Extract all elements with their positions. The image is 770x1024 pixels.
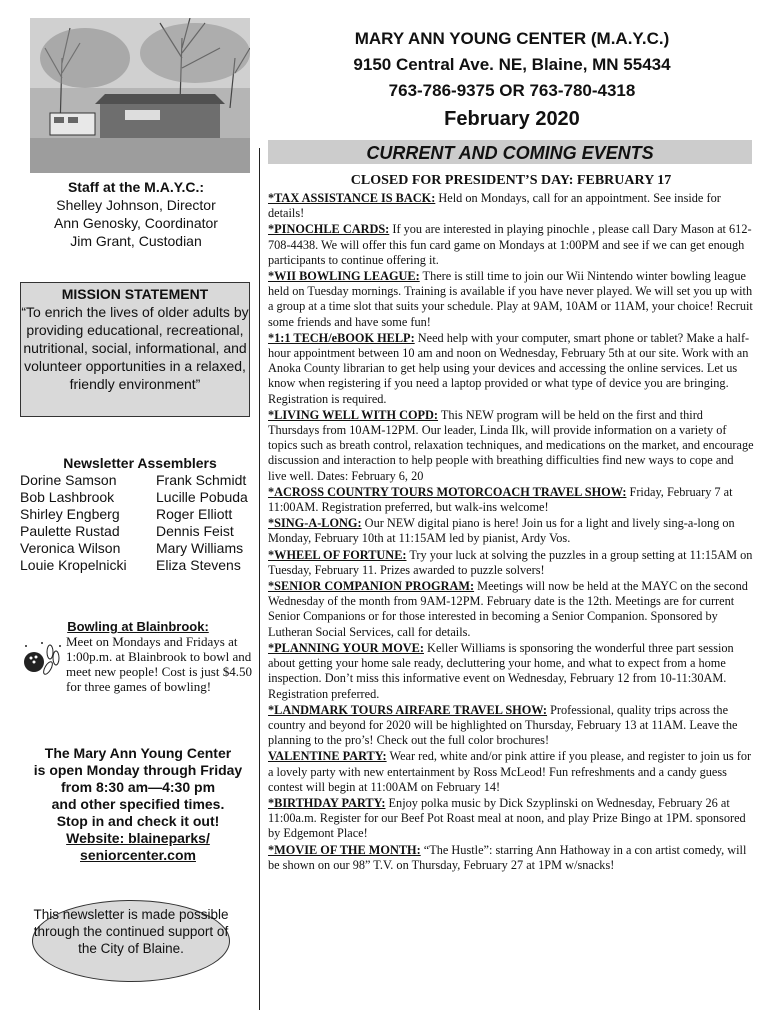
column-divider [259,148,260,1010]
staff-line: Shelley Johnson, Director [56,197,216,213]
assembler-name: Frank Schmidt [156,472,247,488]
event-text: “The Hustle”: starring Ann Hathoway in a con artist comedy, will be shown on our 98” T.V. on Thursday, February 27 at 1PM w/snacks! [268,842,747,872]
assembler-row [20,472,260,489]
event-heading: VALENTINE PARTY: [268,749,387,764]
masthead [268,26,756,134]
event-item [268,222,754,268]
assembler-name: Shirley Engberg [20,506,120,522]
assembler-name: Eliza Stevens [156,557,241,573]
event-text: Wear red, white and/or pink attire if you please, and register to join us for a lovely party with new entertainment by Ross McLeod! Fun refreshments and a candy guess contest will begin at 11:00AM on February 14! [268,749,752,794]
event-item [268,516,754,546]
center-address: 9150 Central Ave. NE, Blaine, MN 55434 [353,55,671,74]
assembler-row [20,557,260,574]
hours-line: and other specified times. [51,796,225,812]
bowling-title: Bowling at Blainbrook: [67,619,209,634]
hours-line: The Mary Ann Young Center [44,745,232,761]
event-heading: *PLANNING YOUR MOVE: [268,640,424,655]
assembler-name: Dorine Samson [20,472,117,488]
bowling-section [20,619,256,694]
assembler-name: Roger Elliott [156,506,233,522]
event-item [268,641,754,702]
assemblers-title: Newsletter Assemblers [63,455,217,471]
assemblers-section [20,455,260,574]
event-heading: *1:1 TECH/eBOOK HELP: [268,330,415,345]
staff-line: Ann Genosky, Coordinator [54,215,218,231]
event-heading: *MOVIE OF THE MONTH: [268,842,421,857]
event-item [268,796,754,842]
event-text: This NEW program will be held on the first and third Thursdays from 10AM-12PM. Our leader, Linda Ilk, will provide information on a variety of topics such as breath control, relaxation techniques, and medications on the market, and encourage discussion and interaction to help people with breathing difficulties find new ways to cope and live well. Dates: February 6, 20 [268,407,754,483]
hours-line: is open Monday through Friday [33,762,243,778]
event-text: Held on Mondays, call for an appointment. See inside for details! [268,191,721,221]
center-phone: 763-786-9375 OR 763-780-4318 [388,81,636,100]
event-item [268,408,754,484]
event-heading: *SING-A-LONG: [268,516,362,531]
staff-section [20,178,252,250]
event-text: Keller Williams is sponsoring the wonderful three part session about getting your home sale ready, decluttering your home, and what to expect from a home inspection. Don’t miss this informative event on Wednesday, February 12 from 10-11:30AM. Registration preferred. [268,640,734,701]
event-text: Friday, February 7 at 11:00AM. Registration preferred, but walk-ins welcome! [268,484,733,515]
closed-notice: CLOSED FOR PRESIDENT’S DAY: FEBRUARY 17 [350,173,672,188]
assembler-row [20,523,260,540]
website-link[interactable]: seniorcenter.com [80,847,196,863]
assembler-name: Paulette Rustad [20,523,120,539]
mission-text: “To enrich the lives of older adults by providing educational, recreational, nutritional, social, informational, and volunteer opportunities in a relaxed, friendly environment” [21,304,249,392]
event-heading: *LIVING WELL WITH COPD: [268,407,439,422]
assembler-row [20,506,260,523]
assembler-name: Dennis Feist [156,523,234,539]
event-text: Our NEW digital piano is here! Join us for a light and lively sing-a-long on Monday, February 10th at 11:15AM led by pianist, Ardy Vos. [268,516,735,546]
events-list [268,172,754,873]
event-text: Professional, quality trips across the country and beyond for 2020 will be highlighted on Thursday, February 13 at 11AM. Leave the planning to the pro’s! Check out the full color brochures! [268,702,738,748]
assembler-row [20,489,260,506]
event-item [268,749,754,795]
event-heading: *TAX ASSISTANCE IS BACK: [268,191,436,205]
event-heading: *LANDMARK TOURS AIRFARE TRAVEL SHOW: [268,702,548,717]
event-item [268,331,754,407]
building-photo [30,18,250,173]
mission-box [20,282,250,417]
event-item [268,485,754,515]
event-heading: *WHEEL OF FORTUNE: [268,547,407,562]
events-banner: CURRENT AND COMING EVENTS [268,140,752,164]
staff-title: Staff at the M.A.Y.C.: [67,179,205,195]
mission-title: MISSION STATEMENT [61,286,209,302]
issue-date: February 2020 [444,108,580,130]
event-text: Need help with your computer, smart phone or tablet? Make a half-hour appointment between 10 am and noon on Wednesday, February 5th at our site. Work with an Anoka County librarian to get help using your devices and accessing the online services. Let us know when registering if you need a laptop provided or what type of device you are bringing. Registration is required. [268,330,750,406]
event-heading: *PINOCHLE CARDS: [268,222,390,237]
assembler-name: Louie Kropelnicki [20,557,127,573]
website-link[interactable]: Website: blaineparks/ [66,830,210,846]
event-heading: *SENIOR COMPANION PROGRAM: [268,579,475,594]
event-item [268,843,754,873]
assembler-name: Lucille Pobuda [156,489,248,505]
event-item [268,579,754,640]
bowling-text: Meet on Mondays and Fridays at 1:00p.m. at Blainbrook to bowl and meet new people! Cost is just $4.50 for three games of bowling! [66,634,252,694]
support-text: This newsletter is made possible through the continued support of the City of Blaine. [33,907,229,956]
event-heading: *BIRTHDAY PARTY: [268,795,386,810]
event-text: Enjoy polka music by Dick Szyplinski on Wednesday, February 26 at 11:00a.m. Register for our Beef Pot Roast meal at noon, and play Prize Bingo at 1PM. sponsored by Edgemont Place! [268,795,746,841]
event-text: There is still time to join our Wii Nintendo winter bowling league held on Tuesday mornings. Training is available if you have never played. We will set you up with a group at a time slot that suits your schedule. Play at 9AM, 10AM or 11AM, your choice! Recruit some friends and have some fun! [268,269,753,329]
center-name: MARY ANN YOUNG CENTER (M.A.Y.C.) [354,29,670,48]
bowling-icon [20,638,62,684]
event-item [268,703,754,749]
event-item [268,548,754,578]
assembler-name: Bob Lashbrook [20,489,115,505]
hours-section [20,745,256,864]
assembler-name: Mary Williams [156,540,244,556]
support-oval [32,900,230,982]
assembler-name: Veronica Wilson [20,540,121,556]
assembler-row [20,540,260,557]
hours-line: Stop in and check it out! [56,813,220,829]
hours-line: from 8:30 am—4:30 pm [60,779,216,795]
event-heading: *WII BOWLING LEAGUE: [268,269,420,284]
staff-line: Jim Grant, Custodian [70,233,202,249]
event-text: If you are interested in playing pinochle , please call Dary Mason at 612-708-4438. We will offer this fun card game on Mondays at 1:00PM and see if we can get enough participants to continue offering it. [268,222,752,267]
event-heading: *ACROSS COUNTRY TOURS MOTORCOACH TRAVEL SHOW: [268,484,627,499]
event-item [268,191,754,221]
event-item [268,269,754,330]
event-text: Try your luck at solving the puzzles in a group setting at 11:15AM on Tuesday, February 11. Prizes awarded to puzzle solvers! [268,547,753,577]
event-text: Meetings will now be held at the MAYC on the second Wednesday of the month from 9AM-12PM. February date is the 12th. Meetings are for current Senior Companions or for those interested in becoming a Senior Companion. Sponsored by Lutheran Social Services, call for details. [268,579,748,639]
